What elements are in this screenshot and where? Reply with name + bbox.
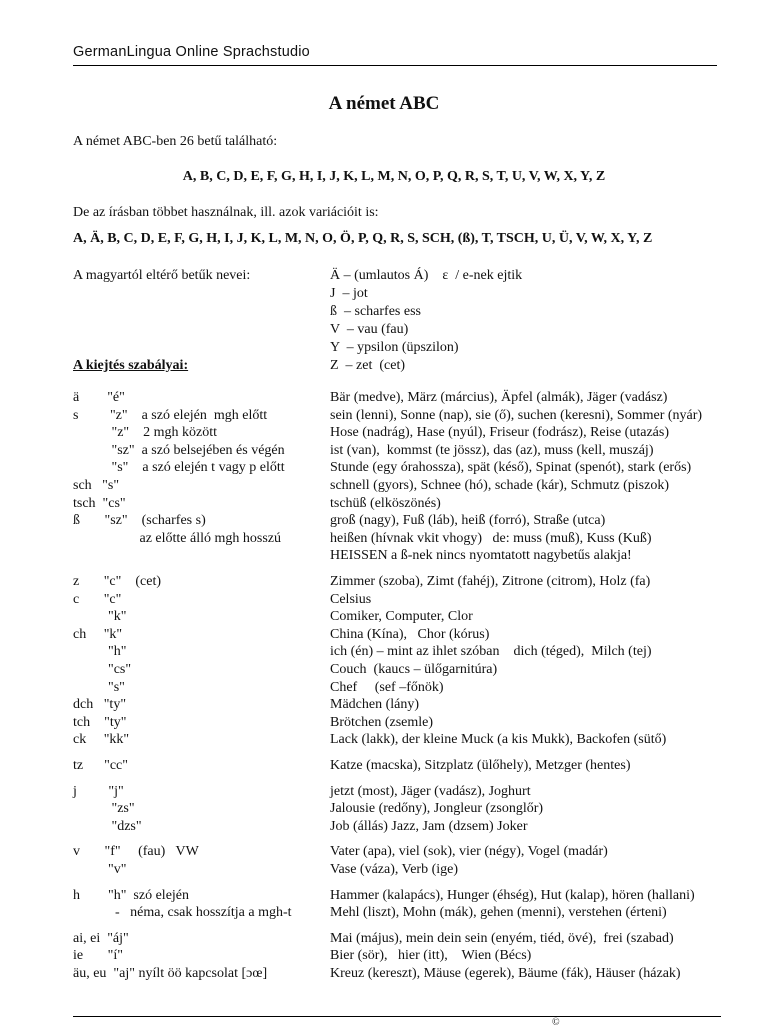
rules-heading: A kiejtés szabályai: [73, 358, 189, 373]
rule-row [0, 496, 768, 514]
page-title: A német ABC [328, 93, 440, 114]
rule-row [0, 715, 768, 733]
rule-letter: "zs" [73, 801, 135, 817]
rule-example: Mädchen (lány) [330, 697, 420, 713]
rule-letter: "k" [73, 609, 127, 625]
rule-row [0, 574, 768, 592]
rule-example: Job (állás) Jazz, Jam (dzsem) Joker [330, 818, 528, 834]
intro-text-2: De az írásban többet használnak, ill. azok variációit is: [73, 205, 379, 220]
footer-rule [73, 1016, 721, 1017]
rule-row [0, 644, 768, 662]
rule-example: Chef (sef –főnök) [330, 679, 444, 695]
rule-row [0, 758, 768, 776]
rule-row [0, 801, 768, 819]
letter-name-item: Z – zet (cet) [330, 358, 406, 373]
letter-names-label: A magyartól eltérő betűk nevei: [73, 268, 251, 283]
rule-row [0, 627, 768, 645]
rule-letter: h "h" szó elején [73, 887, 190, 903]
rule-letter: - néma, csak hosszítja a mgh-t [73, 905, 292, 921]
alphabet-extended: A, Ä, B, C, D, E, F, G, H, I, J, K, L, M, N, O, Ö, P, Q, R, S, SCH, (ß), T, TSCH, U, Ü, V, W, X, Y, Z [73, 231, 653, 246]
rule-example: Bär (medve), März (március), Äpfel (almák), Jäger (vadász) [330, 390, 668, 405]
rule-letter: tch "ty" [73, 714, 127, 730]
rule-example: Couch (kaucs – ülőgarnitúra) [330, 662, 498, 677]
rule-letter: "s" [73, 679, 125, 695]
rule-row [0, 662, 768, 680]
rule-example: sein (lenni), Sonne (nap), sie (ő), suchen (keresni), Sommer (nyár) [330, 407, 703, 423]
rule-row [0, 425, 768, 443]
rule-example: schnell (gyors), Schnee (hó), schade (kár), Schmutz (piszok) [330, 478, 670, 493]
rule-example: China (Kína), Chor (kórus) [330, 626, 490, 642]
rule-example: ist (van), kommst (te jössz), das (az), muss (kell, muszáj) [330, 442, 654, 458]
letter-name-item: Ä – (umlautos Á) ε / e-nek ejtik [330, 268, 523, 283]
rule-row [0, 862, 768, 880]
rule-example: Kreuz (kereszt), Mäuse (egerek), Bäume (fák), Häuser (házak) [330, 966, 681, 981]
rule-row [0, 844, 768, 862]
rule-row [0, 592, 768, 610]
letter-name-item: ß – scharfes ess [330, 304, 421, 319]
page-header: GermanLingua Online Sprachstudio [73, 44, 717, 66]
rule-example: Comiker, Computer, Clor [330, 609, 473, 625]
rule-letter: "v" [73, 862, 127, 877]
rule-letter: z "c" (cet) [73, 574, 161, 589]
rule-example: heißen (hívnak vkit vhogy) de: muss (muß), Kuss (Kuß) [330, 530, 652, 546]
rule-letter: tz "cc" [73, 758, 128, 773]
rule-example: ich (én) – mint az ihlet szóban dich (téged), Milch (tej) [330, 644, 652, 660]
letter-name-item: J – jot [330, 286, 368, 301]
rule-letter: ck "kk" [73, 732, 130, 748]
rule-letter: v "f" (fau) VW [73, 844, 199, 860]
rule-letter: äu, eu "aj" nyílt öö kapcsolat [ɔœ] [73, 966, 268, 981]
rule-letter: s "z" a szó elején mgh előtt [73, 407, 268, 423]
rule-letter: c "c" [73, 591, 122, 607]
rule-letter: j "j" [73, 783, 124, 799]
rule-example: jetzt (most), Jäger (vadász), Joghurt [330, 783, 531, 799]
rule-letter: az előtte álló mgh hosszú [73, 530, 282, 546]
rule-example: Mai (május), mein dein sein (enyém, tiéd, övé), frei (szabad) [330, 930, 674, 946]
rule-letter: "z" 2 mgh között [73, 425, 218, 441]
rule-example: Celsius [330, 591, 372, 607]
rule-row [0, 408, 768, 426]
rule-letter: ai, ei "áj" [73, 930, 129, 946]
rule-row [0, 548, 768, 566]
rule-row [0, 784, 768, 802]
rule-example: Jalousie (redőny), Jongleur (zsonglőr) [330, 801, 544, 817]
rule-row [0, 390, 768, 408]
rule-letter: "s" a szó elején t vagy p előtt [73, 460, 285, 476]
rule-example: tschüß (elköszönés) [330, 495, 441, 511]
rule-example: Zimmer (szoba), Zimt (fahéj), Zitrone (citrom), Holz (fa) [330, 574, 651, 589]
rule-example: Mehl (liszt), Mohn (mák), gehen (menni), verstehen (érteni) [330, 905, 667, 921]
rule-example: Brötchen (zsemle) [330, 714, 434, 730]
rule-example: HEISSEN a ß-nek nincs nyomtatott nagybetűs alakja! [330, 548, 632, 564]
rule-row [0, 531, 768, 549]
rule-letter: "cs" [73, 662, 132, 677]
intro-text: A német ABC-ben 26 betű található: [73, 134, 278, 149]
rule-row [0, 697, 768, 715]
rule-letter: ie "í" [73, 948, 123, 964]
rule-row [0, 732, 768, 750]
rule-example: Stunde (egy órahossza), spät (késő), Spinat (spenót), stark (erős) [330, 460, 692, 476]
rule-letter: ß "sz" (scharfes s) [73, 513, 206, 529]
rule-row [0, 513, 768, 531]
rule-example: Hose (nadrág), Hase (nyúl), Friseur (fodrász), Reise (utazás) [330, 425, 669, 441]
copyright-mark: © [552, 1017, 560, 1028]
rule-row [0, 966, 768, 984]
rule-row [0, 609, 768, 627]
rule-example: groß (nagy), Fuß (láb), heiß (forró), Straße (utca) [330, 513, 606, 529]
rule-letter: "h" [73, 644, 127, 660]
rule-row [0, 460, 768, 478]
alphabet-26: A, B, C, D, E, F, G, H, I, J, K, L, M, N, O, P, Q, R, S, T, U, V, W, X, Y, Z [182, 169, 606, 184]
rule-example: Hammer (kalapács), Hunger (éhség), Hut (kalap), hören (hallani) [330, 887, 695, 903]
rule-row [0, 819, 768, 837]
rule-example: Vase (váza), Verb (ige) [330, 862, 459, 877]
rule-letter: "dzs" [73, 818, 142, 834]
rule-row [0, 948, 768, 966]
rule-letter: ch "k" [73, 626, 123, 642]
rule-row [0, 478, 768, 496]
rule-row [0, 931, 768, 949]
rule-row [0, 905, 768, 923]
letter-name-item: Y – ypsilon (üpszilon) [330, 340, 459, 355]
rule-letter: sch "s" [73, 478, 120, 493]
letter-name-item: V – vau (fau) [330, 322, 409, 337]
rule-letter: tsch "cs" [73, 495, 126, 511]
rule-row [0, 680, 768, 698]
rule-letter: ä "é" [73, 390, 125, 405]
rule-example: Katze (macska), Sitzplatz (ülőhely), Metzger (hentes) [330, 758, 631, 773]
rule-example: Lack (lakk), der kleine Muck (a kis Mukk), Backofen (sütő) [330, 732, 667, 748]
rule-row [0, 888, 768, 906]
rule-letter: dch "ty" [73, 697, 127, 713]
rule-row [0, 443, 768, 461]
rule-example: Vater (apa), viel (sok), vier (négy), Vogel (madár) [330, 844, 608, 860]
rule-example: Bier (sör), hier (itt), Wien (Bécs) [330, 948, 532, 964]
rule-letter: "sz" a szó belsejében és végén [73, 442, 285, 458]
